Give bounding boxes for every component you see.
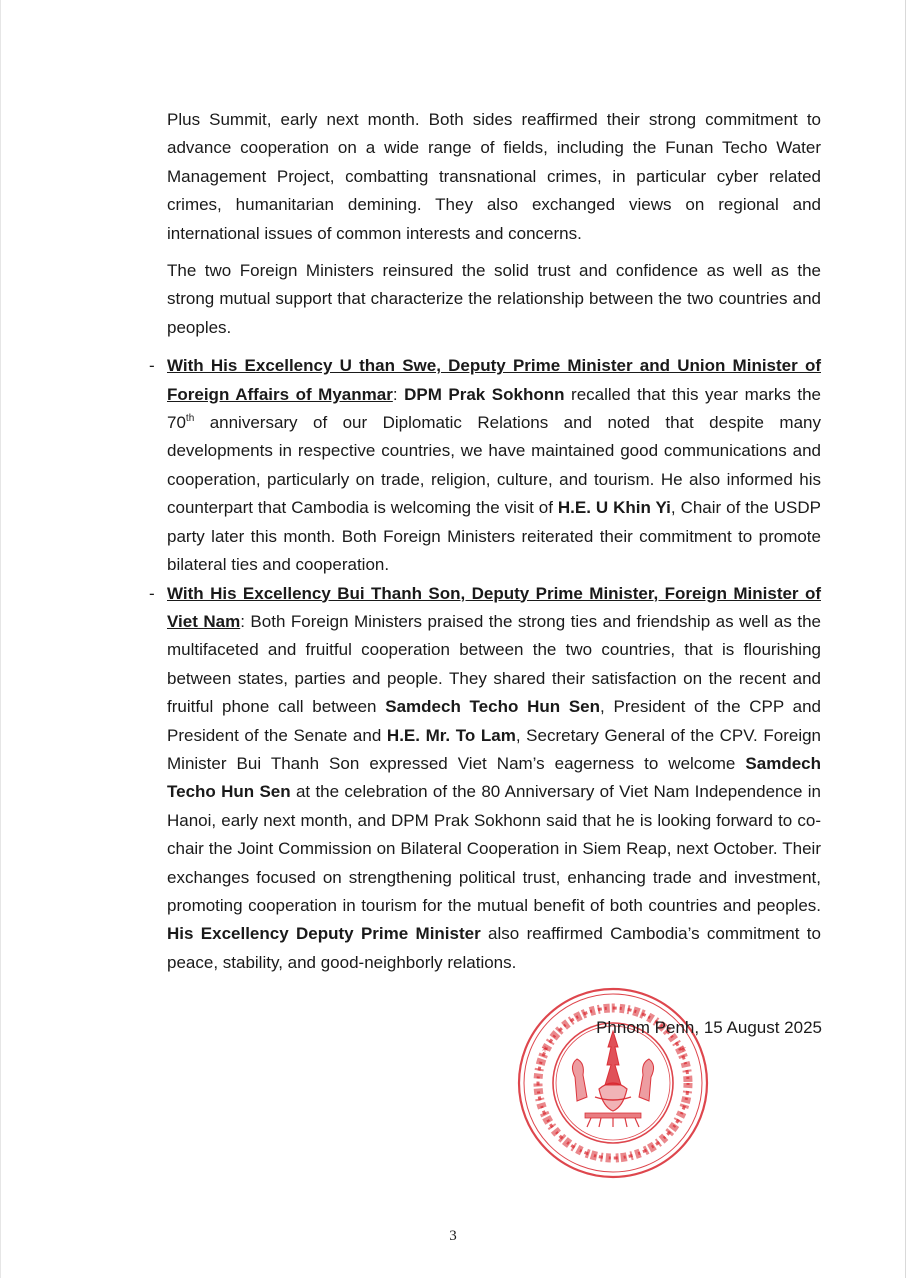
svg-text:*: * [542,1044,548,1058]
samdech-hun-sen-2: Samdech Techo Hun Sen [167,753,821,802]
bullet-vietnam: - With His Excellency Bui Thanh Son, Deputy Prime Minister, Foreign Minister of Viet Nam: Both Foreign Ministers praised the strong ties and friendship as well as the multifaceted and fruitful cooperation between the two countries, that is flourishing between states, parties and people. They shared their satisfaction on the recent and fruitful phone call between Samdech Techo Hun Sen, President of the CPP and President of the Senate and H.E. Mr. To Lam, Secretary General of the CPV. Foreign Minister Bui Thanh Son expressed Viet Nam’s eagerness to welcome Samdech Techo Hun Sen at the celebration of the 80 Anniversary of Viet Nam Independence in Hanoi, early next month, and DPM Prak Sokhonn said that he is looking forward to co-chair the Joint Commission on Bilateral Cooperation in Siem Reap, next October. Their exchanges focused on strengthening political trust, enhancing trade and investment, promoting cooperation in tourism for the mutual benefit of both countries and peoples. His Excellency Deputy Prime Minister also reaffirmed Cambodia’s commitment to peace, stability, and good-neighborly relations. [167,580,821,978]
document-body [149,106,822,977]
dpm-prak-sokhonn: DPM Prak Sokhonn [404,384,565,404]
bullet-dash: - [149,583,155,603]
vietnam-heading: With His Excellency Bui Thanh Son, Deputy Prime Minister, Foreign Minister of Viet Nam [167,583,821,631]
myanmar-heading: With His Excellency U than Swe, Deputy Prime Minister and Union Minister of Foreign Affairs of Myanmar [167,356,821,404]
bullet-dash: - [149,356,155,376]
he-u-khin-yi: H.E. U Khin Yi [557,498,671,518]
svg-text:*: * [680,1044,686,1058]
he-to-lam: H.E. Mr. To Lam [386,725,516,745]
dateline: Phnom Penh, 15 August 2025 [596,1018,822,1037]
bullet-myanmar: - With His Excellency U than Swe, Deputy Prime Minister and Union Minister of Foreign Affairs of Myanmar: DPM Prak Sokhonn recalled that this year marks the 70th anniversary of our Diplomatic Relations and noted that despite many developments in respective countries, we have maintained good communications and cooperation, particularly on trade, religion, culture, and tourism. He also informed his counterpart that Cambodia is welcoming the visit of H.E. U Khin Yi, Chair of the USDP party later this month. Both Foreign Ministers reiterated their commitment to promote bilateral ties and cooperation. [167,352,821,579]
paragraph-trust: The two Foreign Ministers reinsured the solid trust and confidence as well as the strong mutual support that characterize the relationship between the two countries and peoples. [167,261,821,337]
samdech-hun-sen: Samdech Techo Hun Sen [385,697,601,717]
paragraph-summit: Plus Summit, early next month. Both sides reaffirmed their strong commitment to advance cooperation on a wide range of fields, including the Funan Techo Water Management Project, combatting transnational crimes, in particular cyber related crimes, humanitarian demining. They also exchanged views on regional and international issues of common interests and concerns. [167,110,821,243]
page-number: 3 [449,1228,457,1244]
ordinal-suffix: th [185,413,195,425]
his-excellency-dpm: His Excellency Deputy Prime Minister [167,924,481,944]
